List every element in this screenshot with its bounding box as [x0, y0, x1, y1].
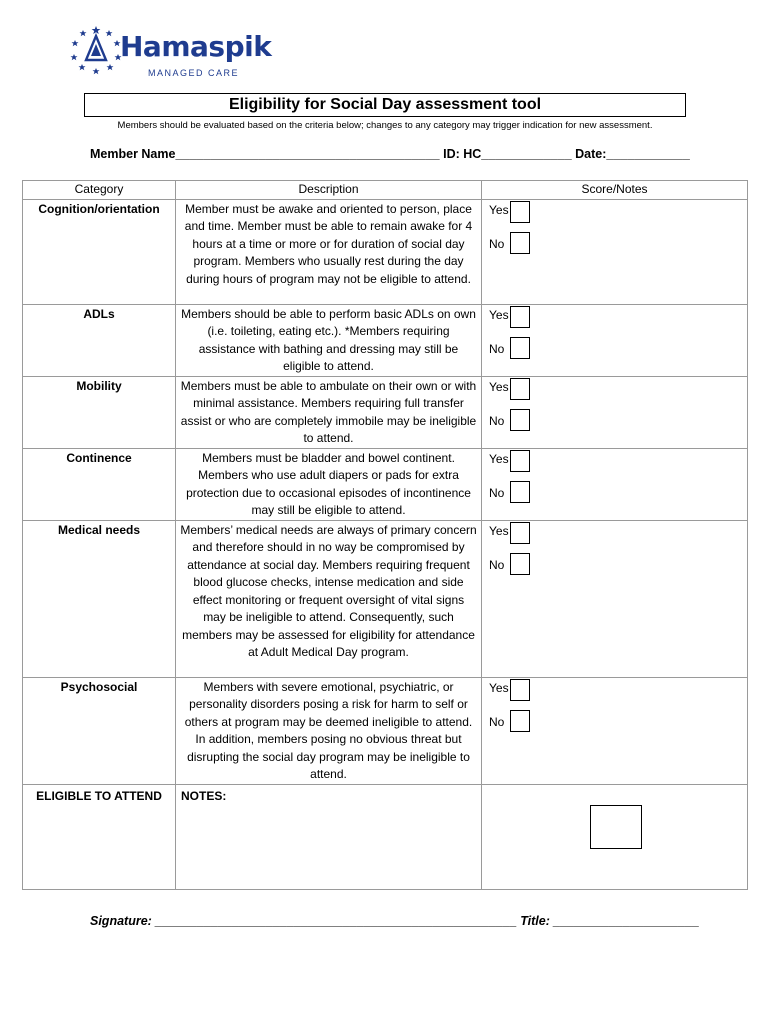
description-cell: Members should be able to perform basic ADLs on own (i.e. toileting, eating etc.). *Members requiring assistance with bathing and dressing may still be eligible to attend.: [176, 304, 482, 376]
table-row: [23, 677, 748, 784]
logo-subtitle: MANAGED CARE: [148, 68, 240, 78]
assessment-table: [22, 180, 748, 890]
yes-checkbox[interactable]: [510, 306, 530, 328]
no-label: No: [489, 714, 505, 729]
form-instructions: Members should be evaluated based on the criteria below; changes to any category may trigger indication for new assessment.: [117, 120, 653, 131]
score-cell: [482, 520, 748, 677]
notes-field[interactable]: [176, 784, 482, 889]
eligible-checkbox[interactable]: [590, 805, 642, 849]
yes-label: Yes: [489, 680, 509, 695]
no-checkbox[interactable]: [510, 481, 530, 503]
no-label: No: [489, 413, 505, 428]
score-cell: [482, 199, 748, 304]
no-checkbox[interactable]: [510, 232, 530, 254]
table-row: [23, 448, 748, 520]
no-checkbox[interactable]: [510, 337, 530, 359]
form-title: Eligibility for Social Day assessment tool: [84, 93, 686, 117]
no-checkbox[interactable]: [510, 553, 530, 575]
description-cell: Member must be awake and oriented to person, place and time. Member must be able to remain awake for 4 hours at a time or more or for duration of social day program. Members who usually rest during the day during hours of program may not be eligible to attend.: [176, 199, 482, 304]
score-cell: [482, 448, 748, 520]
notes-label: NOTES:: [181, 788, 227, 803]
category-cell: Mobility: [23, 376, 176, 448]
yes-checkbox[interactable]: [510, 522, 530, 544]
eligibility-row: [23, 784, 748, 889]
yes-label: Yes: [489, 307, 509, 322]
hamaspik-logo: [70, 24, 270, 84]
no-checkbox[interactable]: [510, 710, 530, 732]
category-cell: Cognition/orientation: [23, 199, 176, 304]
header-description: Description: [176, 181, 482, 200]
table-row: [23, 199, 748, 304]
yes-label: Yes: [489, 523, 509, 538]
yes-label: Yes: [489, 202, 509, 217]
description-cell: Members’ medical needs are always of primary concern and therefore should in no way be compromised by attendance at social day. Members requiring frequent blood glucose checks, intense medication and side effect monitoring or frequent oversight of vital signs may be ineligible to attend. Consequently, such members may be assessed for eligibility for attendance at Adult Medical Day program.: [176, 520, 482, 677]
hamaspik-star-emblem-icon: [70, 24, 122, 76]
table-row: [23, 304, 748, 376]
yes-checkbox[interactable]: [510, 450, 530, 472]
header-category: Category: [23, 181, 176, 200]
no-label: No: [489, 557, 505, 572]
signature-title-line[interactable]: Signature: ____________________________________________________ Title: _____________________: [90, 914, 700, 928]
no-label: No: [489, 236, 505, 251]
yes-label: Yes: [489, 451, 509, 466]
score-cell: [482, 677, 748, 784]
score-cell: [482, 376, 748, 448]
member-info-line[interactable]: Member Name______________________________________ ID: HC_____________ Date:____________: [90, 147, 690, 161]
table-row: [23, 520, 748, 677]
table-row: [23, 376, 748, 448]
yes-label: Yes: [489, 379, 509, 394]
no-label: No: [489, 341, 505, 356]
description-cell: Members must be able to ambulate on their own or with minimal assistance. Members requiring full transfer assist or who are completely immobile may be ineligible to attend.: [176, 376, 482, 448]
no-checkbox[interactable]: [510, 409, 530, 431]
yes-checkbox[interactable]: [510, 679, 530, 701]
yes-checkbox[interactable]: [510, 378, 530, 400]
header-score-notes: Score/Notes: [482, 181, 748, 200]
eligibility-cell: [482, 784, 748, 889]
category-cell: Psychosocial: [23, 677, 176, 784]
score-cell: [482, 304, 748, 376]
description-cell: Members with severe emotional, psychiatric, or personality disorders posing a risk for harm to self or others at program may be deemed ineligible to attend. In addition, members posing no obvious threat but disrupting the social day program may be ineligible to attend.: [176, 677, 482, 784]
category-cell: ADLs: [23, 304, 176, 376]
table-header-row: [23, 181, 748, 200]
description-cell: Members must be bladder and bowel continent. Members who use adult diapers or pads for extra protection due to occasional episodes of incontinence may still be eligible to attend.: [176, 448, 482, 520]
eligible-to-attend-label: ELIGIBLE TO ATTEND: [23, 784, 176, 889]
logo-wordmark: Hamaspik: [120, 30, 272, 63]
yes-checkbox[interactable]: [510, 201, 530, 223]
category-cell: Continence: [23, 448, 176, 520]
category-cell: Medical needs: [23, 520, 176, 677]
no-label: No: [489, 485, 505, 500]
